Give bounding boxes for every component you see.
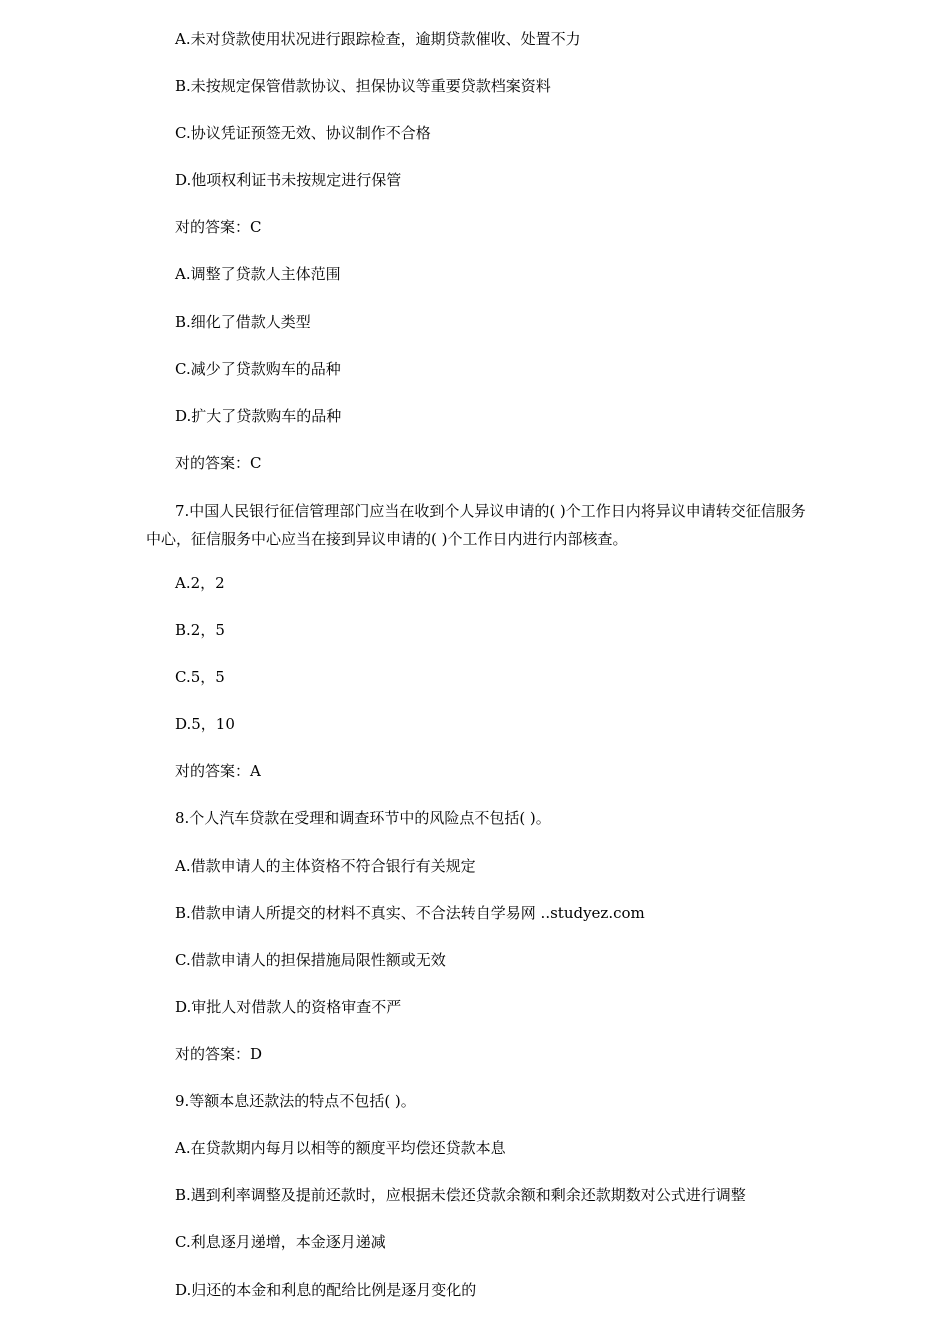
option-c-text: C.5，5 bbox=[175, 668, 225, 686]
question-7-text: 7.中国人民银行征信管理部门应当在收到个人异议申请的( )个工作日内将异议申请转交征信服务中心，征信服务中心应当在接到异议申请的( )个工作日内进行内部核查。 bbox=[146, 502, 806, 548]
option-a-text: A.2，2 bbox=[175, 574, 225, 592]
option-d-text: D.归还的本金和利息的配给比例是逐月变化的 bbox=[175, 1281, 477, 1299]
option-b-text: B.未按规定保管借款协议、担保协议等重要贷款档案资料 bbox=[175, 77, 551, 95]
option-d-text: D.扩大了贷款购车的品种 bbox=[175, 407, 342, 425]
option-d-text: D.审批人对借款人的资格审查不严 bbox=[175, 998, 402, 1016]
option-c-text: C.借款申请人的担保措施局限性额或无效 bbox=[175, 951, 446, 969]
option-c-text: C.协议凭证预签无效、协议制作不合格 bbox=[175, 124, 431, 142]
option-b-text: B.2，5 bbox=[175, 621, 225, 639]
answer-text: 对的答案：C bbox=[175, 454, 262, 472]
answer-text: 对的答案：D bbox=[175, 1045, 263, 1063]
option-a-text: A.调整了贷款人主体范围 bbox=[175, 265, 341, 283]
option-d-text: D.5，10 bbox=[175, 715, 235, 733]
option-a-text: A.在贷款期内每月以相等的额度平均偿还贷款本息 bbox=[175, 1139, 506, 1157]
option-b-text: B.细化了借款人类型 bbox=[175, 313, 311, 331]
option-d-text: D.他项权利证书未按规定进行保管 bbox=[175, 171, 402, 189]
answer-text: 对的答案：A bbox=[175, 762, 261, 780]
answer-text: 对的答案：C bbox=[175, 218, 262, 236]
question-8-text: 8.个人汽车贷款在受理和调查环节中的风险点不包括( )。 bbox=[175, 809, 551, 827]
option-a-text: A.借款申请人的主体资格不符合银行有关规定 bbox=[175, 857, 476, 875]
option-b-text: B.遇到利率调整及提前还款时，应根据未偿还贷款余额和剩余还款期数对公式进行调整 bbox=[175, 1186, 746, 1204]
question-9-text: 9.等额本息还款法的特点不包括( )。 bbox=[175, 1092, 416, 1110]
option-a-text: A.未对贷款使用状况进行跟踪检查，逾期贷款催收、处置不力 bbox=[175, 30, 581, 48]
option-c-text: C.减少了贷款购车的品种 bbox=[175, 360, 341, 378]
option-c-text: C.利息逐月递增，本金逐月递减 bbox=[175, 1233, 386, 1251]
option-b-text: B.借款申请人所提交的材料不真实、不合法转自学易网 ..studyez.com bbox=[175, 904, 645, 922]
